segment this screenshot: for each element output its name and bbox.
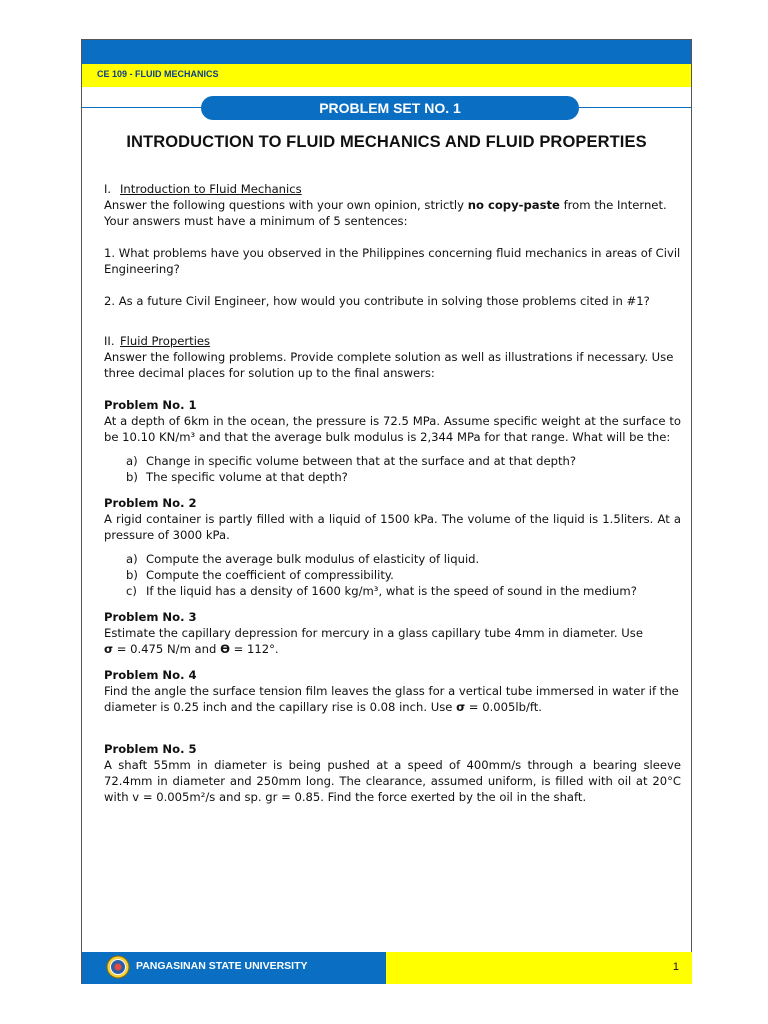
sigma-symbol: σ	[456, 700, 466, 714]
list-label: a)	[126, 454, 138, 468]
problem-4-title: Problem No. 4	[104, 668, 197, 682]
problem-2-title: Problem No. 2	[104, 496, 197, 510]
university-name: PANGASINAN STATE UNIVERSITY	[136, 960, 308, 972]
theta-symbol: ϴ	[220, 642, 230, 656]
section-title: Introduction to Fluid Mechanics	[120, 182, 302, 196]
section2-intro: Answer the following problems. Provide complete solution as well as illustrations if necessary. Use three decimal places for solution up to the final answers:	[104, 350, 674, 380]
intro-bold-text: no copy-paste	[467, 198, 560, 212]
list-item	[126, 453, 681, 469]
section-heading-1	[104, 181, 681, 197]
section-heading-2	[104, 333, 681, 349]
problem-2-list	[104, 551, 681, 599]
list-label: c)	[126, 584, 137, 598]
intro-text: Answer the following questions with your own opinion, strictly	[104, 198, 468, 212]
problem-3-text: Estimate the capillary depression for mercury in a glass capillary tube 4mm in diameter. Use	[104, 626, 643, 640]
page-title: INTRODUCTION TO FLUID MECHANICS AND FLUID PROPERTIES	[126, 133, 647, 151]
intro-text: from the Internet. Your answers must have a minimum of 5 sentences:	[104, 198, 667, 228]
list-label: b)	[126, 470, 138, 484]
problem-3-text-end: = 112°.	[229, 642, 279, 656]
section-number: I.	[104, 182, 112, 196]
list-item	[126, 551, 681, 567]
list-label: a)	[126, 552, 138, 566]
page-number: 1	[672, 961, 679, 973]
problem-4-text	[104, 683, 681, 715]
list-label: b)	[126, 568, 138, 582]
document-page	[81, 39, 692, 984]
sigma-symbol: σ	[104, 642, 114, 656]
list-text: Compute the coefficient of compressibility.	[146, 568, 394, 582]
question-1: 1. What problems have you observed in the Philippines concerning fluid mechanics in areas of Civil Engineering?	[104, 246, 681, 276]
list-text: The specific volume at that depth?	[146, 470, 348, 484]
problem-1-list	[104, 453, 681, 485]
document-body	[104, 181, 681, 805]
list-text: Compute the average bulk modulus of elasticity of liquid.	[146, 552, 480, 566]
university-seal-icon	[106, 955, 130, 979]
problem-1-title: Problem No. 1	[104, 398, 197, 412]
problem-1-text: At a depth of 6km in the ocean, the pressure is 72.5 MPa. Assume specific weight at the surface to be 10.10 KN/m³ and that the average bulk modulus is 2,344 MPa for that range. What will be the:	[104, 414, 681, 444]
header-blue-bar	[82, 40, 691, 64]
problem-4-text-b: = 0.005lb/ft.	[465, 700, 542, 714]
problem-set-badge: PROBLEM SET NO. 1	[201, 96, 579, 120]
problem-4-text-a: Find the angle the surface tension film leaves the glass for a vertical tube immersed in water if the diameter is 0.25 inch and the capillary rise is 0.08 inch. Use	[104, 684, 679, 714]
problem-3-title: Problem No. 3	[104, 610, 197, 624]
list-text: If the liquid has a density of 1600 kg/m³, what is the speed of sound in the medium?	[146, 584, 637, 598]
section-title: Fluid Properties	[120, 334, 211, 348]
problem-3-text-mid: = 0.475 N/m and	[113, 642, 221, 656]
problem-3-text-cont	[104, 641, 681, 657]
list-item	[126, 583, 681, 599]
course-label: CE 109 - FLUID MECHANICS	[97, 69, 219, 79]
list-item	[126, 567, 681, 583]
section-number: II.	[104, 334, 115, 348]
question-2: 2. As a future Civil Engineer, how would you contribute in solving those problems cited in #1?	[104, 294, 650, 308]
list-text: Change in specific volume between that at the surface and at that depth?	[146, 454, 577, 468]
list-item	[126, 469, 681, 485]
problem-5-title: Problem No. 5	[104, 742, 197, 756]
section1-intro	[104, 197, 681, 229]
problem-5-text: A shaft 55mm in diameter is being pushed at a speed of 400mm/s through a bearing sleeve 72.4mm in diameter and 250mm long. The clearance, assumed uniform, is filled with oil at 20°C with v = 0.005m²/s and sp. gr = 0.85. Find the force exerted by the oil in the shaft.	[104, 758, 681, 804]
problem-2-text: A rigid container is partly filled with a liquid of 1500 kPa. The volume of the liquid is 1.5liters. At a pressure of 3000 kPa.	[104, 512, 681, 542]
footer-yellow-bar	[386, 952, 692, 984]
